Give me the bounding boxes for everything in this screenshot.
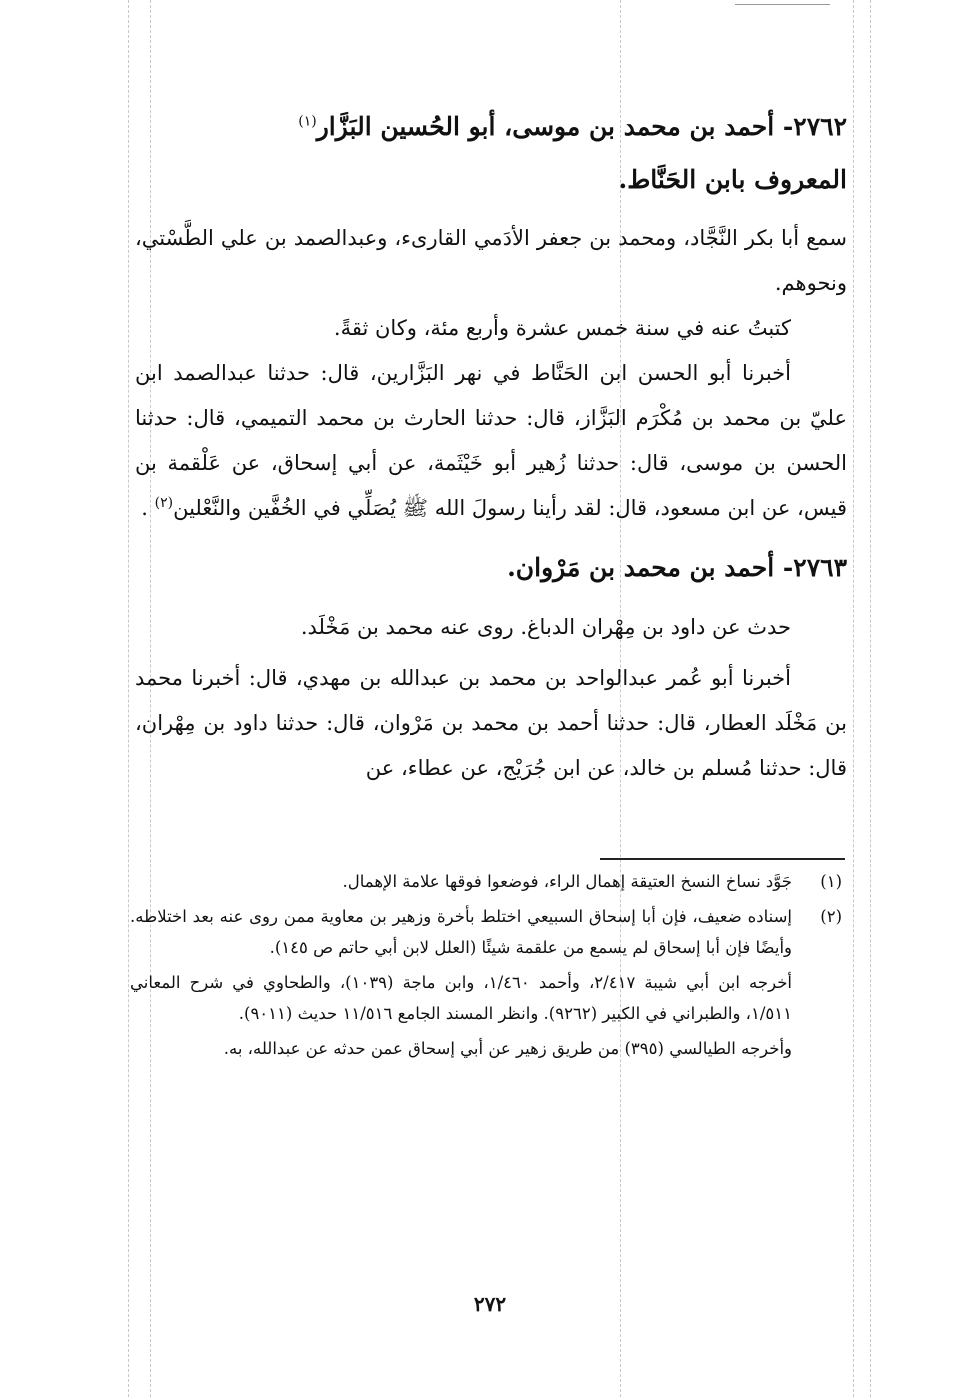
footnote-marker: (١) (298, 113, 317, 130)
entry-title: ٢٧٦٣- أحمد بن محمد بن مَرْوان. (507, 553, 847, 582)
main-text (135, 96, 847, 791)
footnote-continuation: وأخرجه الطيالسي (٣٩٥) من طريق زهير عن أبي إسحاق عمن حدثه عن عبدالله، به. (223, 1039, 792, 1058)
footnote-text: جَوَّد نساخ النسخ العتيقة إهمال الراء، فوضعوا فوقها علامة الإهمال. (342, 872, 792, 891)
footnote-number: (٢) (820, 907, 842, 926)
paragraph: كتبتُ عنه في سنة خمس عشرة وأربع مئة، وكان ثقةً. (333, 316, 791, 340)
footnote-text: إسناده ضعيف، فإن أبا إسحاق السبيعي اختلط بأخرة وزهير بن معاوية ممن روى عنه بعد اختلاطه. وأيضًا فإن أبا إسحاق لم يسمع من علقمة شيئًا (العلل لابن أبي حاتم ص ١٤٥). (130, 907, 792, 957)
footnotes (130, 866, 842, 1068)
paragraph: أخبرنا أبو الحسن ابن الحَنَّاط في نهر البَزَّارين، قال: حدثنا عبدالصمد ابن عليّ بن محمد بن مُكْرَم البَزَّاز، قال: حدثنا الحارث بن محمد التميمي، قال: حدثنا الحسن بن موسى، قال: حدثنا زُهير أبو خَيْثَمة، عن أبي إسحاق، عن عَلْقمة بن قيس، عن ابن مسعود، قال: لقد رأينا رسولَ الله ﷺ يُصَلِّي في الخُفَّين والنَّعْلين$^{(٢)}$ . (135, 361, 848, 520)
paragraph-text: أخبرنا أبو الحسن ابن الحَنَّاط في نهر البَزَّارين، قال: حدثنا عبدالصمد ابن عليّ بن محمد بن مُكْرَم البَزَّاز، قال: حدثنا الحارث بن محمد التميمي، قال: حدثنا الحسن بن موسى، قال: حدثنا زُهير أبو خَيْثَمة، عن أبي إسحاق، عن عَلْقمة بن قيس، عن ابن مسعود، قال: لقد رأينا رسولَ الله ﷺ يُصَلِّي في الخُفَّين والنَّعْلين (135, 361, 848, 520)
footnote-divider (600, 858, 845, 860)
paragraph: حدث عن داود بن مِهْران الدباغ. روى عنه محمد بن مَخْلَد. (300, 615, 791, 639)
page-number: ٢٧٢ (473, 1292, 507, 1316)
paragraph: أخبرنا أبو عُمر عبدالواحد بن محمد بن عبدالله بن مهدي، قال: أخبرنا محمد بن مَخْلَد العطار، قال: حدثنا أحمد بن محمد بن مَرْوان، قال: حدثنا داود بن مِهْران، قال: حدثنا مُسلم بن خالد، عن ابن جُرَيْج، عن عطاء، عن (135, 666, 847, 780)
scan-guide-line (853, 0, 854, 1397)
entry-title (135, 96, 847, 158)
scan-guide-line (128, 0, 129, 1397)
footnote-number: (١) (820, 872, 842, 891)
entry-title-continuation: المعروف بابن الحَنَّاط. (618, 165, 847, 194)
scan-guide-line (870, 0, 871, 1397)
footnote (130, 866, 842, 897)
footnote-marker: (٢) (154, 495, 174, 511)
footnote (130, 901, 842, 963)
scan-top-rule (735, 4, 830, 5)
footnote-continuation: أخرجه ابن أبي شيبة ٢/٤١٧، وأحمد ١/٤٦٠، وابن ماجة (١٠٣٩)، والطحاوي في شرح المعاني ١/٥١١، والطبراني في الكبير (٩٢٦٢). وانظر المسند الجامع ١١/٥١٦ حديث (٩٠١١). (130, 973, 792, 1023)
entry-title-text: ٢٧٦٢- أحمد بن محمد بن موسى، أبو الحُسين البَزَّار (316, 112, 847, 141)
paragraph: سمع أبا بكر النَّجَّاد، ومحمد بن جعفر الأدَمي القارىء، وعبدالصمد بن علي الطَّسْتي، ونحوهم. (135, 226, 847, 295)
